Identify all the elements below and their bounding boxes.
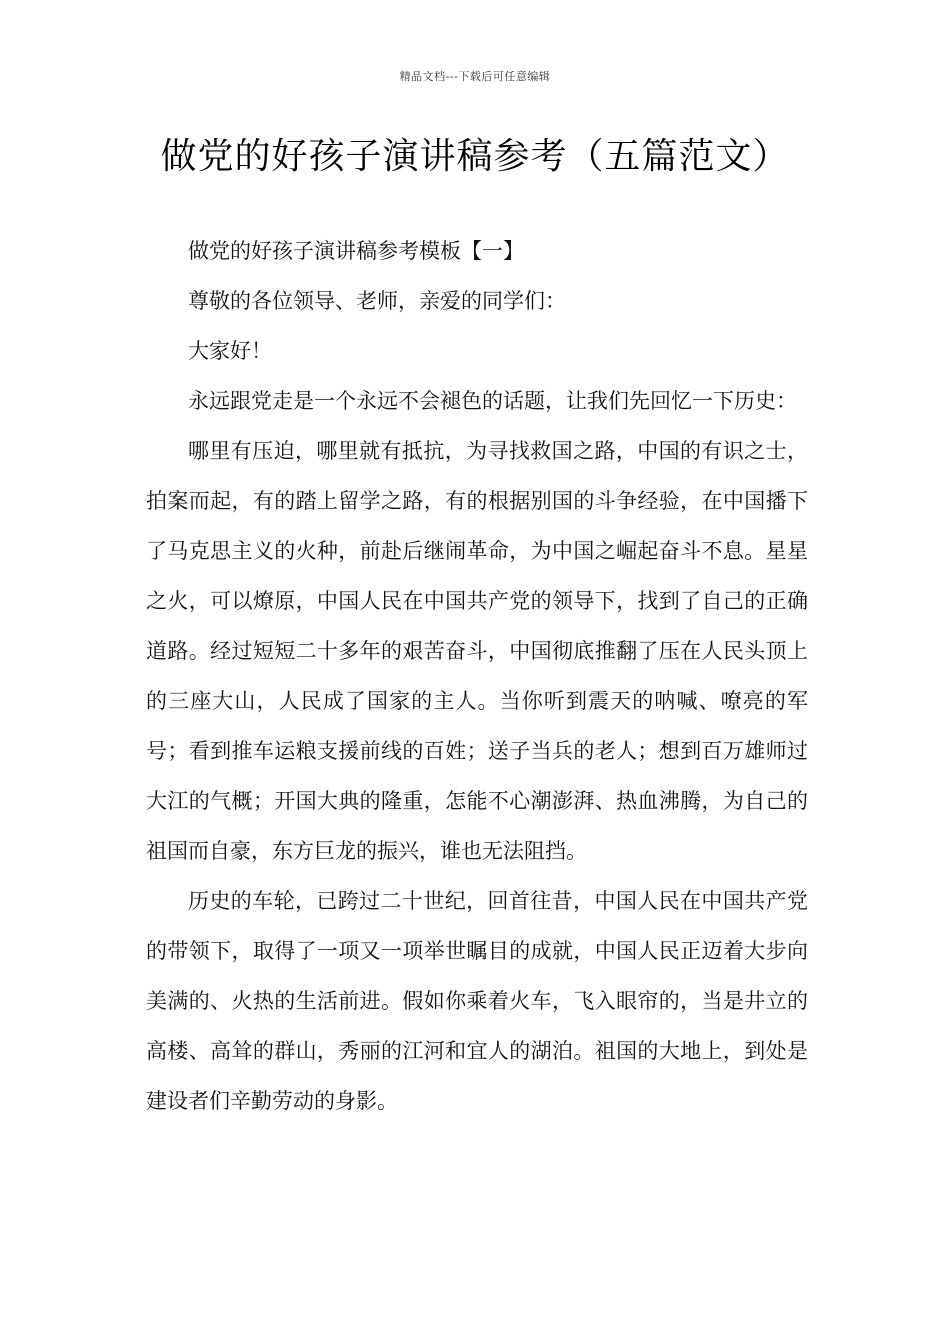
header-note: 精品文档---下载后可任意编辑: [399, 70, 551, 83]
paragraph: 哪里有压迫，哪里就有抵抗，为寻找救国之路，中国的有识之士，拍案而起，有的踏上留学之路，有的根据别国的斗争经验，在中国播下了马克思主义的火种，前赴后继闹革命，为中国之崛起奋斗不息。星星之火，可以燎原，中国人民在中国共产党的领导下，找到了自己的正确道路。经过短短二十多年的艰苦奋斗，中国彻底推翻了压在人民头顶上的三座大山，人民成了国家的主人。当你听到震天的呐喊、嘹亮的军号；看到推车运粮支援前线的百姓；送子当兵的老人；想到百万雄师过大江的气概；开国大典的隆重，怎能不心潮澎湃、热血沸腾，为自己的祖国而自豪，东方巨龙的振兴，谁也无法阻挡。: [146, 439, 808, 863]
paragraph: 历史的车轮，已跨过二十世纪，回首往昔，中国人民在中国共产党的带领下，取得了一项又一项举世瞩目的成就，中国人民正迈着大步向美满的、火热的生活前进。假如你乘着火车，飞入眼帘的，当是井立的高楼、高耸的群山，秀丽的江河和宜人的湖泊。祖国的大地上，到处是建设者们辛勤劳动的身影。: [146, 889, 808, 1113]
paragraph-salutation: 尊敬的各位领导、老师，亲爱的同学们：: [188, 289, 566, 313]
document-body: [146, 226, 808, 1126]
document-title: 做党的好孩子演讲稿参考（五篇范文）: [160, 136, 790, 177]
paragraph: 永远跟党走是一个永远不会褪色的话题，让我们先回忆一下历史：: [188, 389, 797, 413]
paragraph-section-heading: 做党的好孩子演讲稿参考模板【一】: [188, 239, 524, 263]
paragraph-greeting: 大家好！: [188, 339, 272, 363]
